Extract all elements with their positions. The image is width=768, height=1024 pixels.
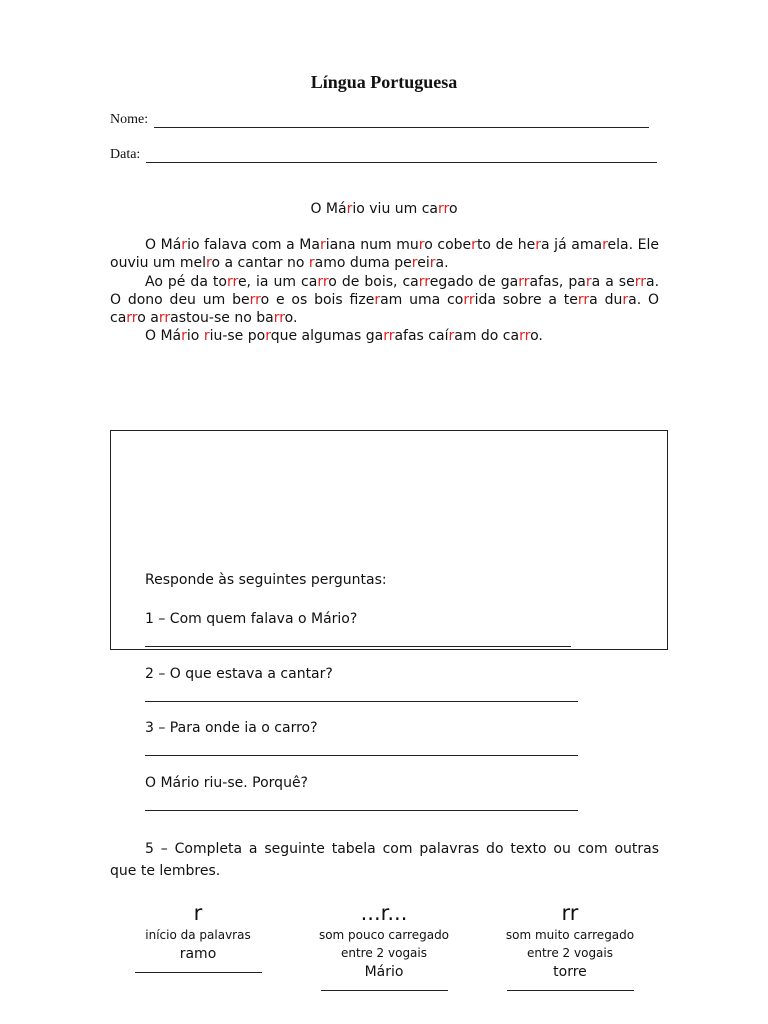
text-segment: iana num mu xyxy=(325,237,419,253)
text-segment: amo duma pe xyxy=(314,255,412,272)
highlighted-r-letter: rr xyxy=(249,291,261,308)
highlighted-r-letter: rr xyxy=(273,310,285,327)
highlighted-r-letter: r xyxy=(308,255,315,272)
text-segment: afas, pa xyxy=(529,273,586,290)
column-heading: r xyxy=(193,901,203,925)
text-segment: ela. Ele ouviu um mel xyxy=(110,237,660,272)
text-segment: o a cantar no xyxy=(211,255,309,272)
question-5: 5 – Completa a seguinte tabela com palavras do texto ou com outras que te lembres. xyxy=(110,841,659,879)
answer-line-3[interactable] xyxy=(145,755,578,756)
story-paragraph xyxy=(110,236,659,273)
questions-intro: Responde às seguintes perguntas: xyxy=(145,572,387,588)
answer-line-2[interactable] xyxy=(145,701,578,702)
column-example: Mário xyxy=(364,964,404,980)
highlighted-r-letter: rr xyxy=(226,273,238,290)
highlighted-r-letter: r xyxy=(602,237,608,253)
text-segment: iu-se po xyxy=(209,328,266,345)
highlighted-r-letter: r xyxy=(319,237,326,253)
text-segment: o e os bois fize xyxy=(260,291,375,308)
table-column-double-r xyxy=(470,900,670,991)
highlighted-r-letter: rr xyxy=(463,291,475,308)
text-segment: o. xyxy=(284,310,298,327)
text-segment: que algumas ga xyxy=(270,328,384,345)
highlighted-r-letter: rr xyxy=(383,328,395,345)
page-title: Língua Portuguesa xyxy=(310,72,458,92)
text-segment: am uma co xyxy=(380,291,464,308)
highlighted-r-letter: r xyxy=(346,201,353,217)
name-input-line[interactable] xyxy=(154,113,649,128)
text-segment: o de bois, ca xyxy=(328,273,419,290)
highlighted-r-letter: r xyxy=(374,291,381,308)
question-2: 2 – O que estava a cantar? xyxy=(145,666,333,682)
highlighted-r-letter: r xyxy=(622,291,629,308)
story-title xyxy=(0,201,768,217)
column-answer-line[interactable] xyxy=(507,990,634,991)
column-description-2: entre 2 vogais xyxy=(526,946,613,960)
text-segment: o xyxy=(448,201,458,217)
highlighted-r-letter: r xyxy=(206,255,212,272)
name-field[interactable] xyxy=(110,112,649,128)
highlighted-r-letter: rr xyxy=(438,201,449,217)
highlighted-r-letter: rr xyxy=(519,328,531,345)
text-segment: egado de ga xyxy=(429,273,519,290)
text-segment: o cobe xyxy=(424,237,472,253)
text-segment: io xyxy=(186,328,204,345)
text-segment: a a se xyxy=(591,273,635,290)
highlighted-r-letter: r xyxy=(535,237,541,253)
column-heading: rr xyxy=(561,901,579,925)
text-segment: astou-se no ba xyxy=(170,310,274,327)
story-text xyxy=(110,236,659,346)
column-answer-line[interactable] xyxy=(321,990,448,991)
highlighted-r-letter: r xyxy=(181,328,187,345)
date-field[interactable] xyxy=(110,147,657,163)
table-column-middle-r xyxy=(284,900,484,991)
highlighted-r-letter: r xyxy=(585,273,592,290)
highlighted-r-letter: rr xyxy=(418,273,430,290)
column-description-2: entre 2 vogais xyxy=(340,946,427,960)
column-heading: ...r... xyxy=(360,901,408,925)
highlighted-r-letter: rr xyxy=(634,273,646,290)
text-segment: O Má xyxy=(145,237,182,253)
highlighted-r-letter: r xyxy=(203,328,210,345)
question-4: O Mário riu-se. Porquê? xyxy=(145,775,308,791)
text-segment: a du xyxy=(589,291,623,308)
column-example: torre xyxy=(553,964,587,980)
text-segment: o. xyxy=(530,328,543,345)
text-segment: afas caí xyxy=(394,328,449,345)
text-segment: O Má xyxy=(145,328,182,345)
story-paragraph xyxy=(110,327,659,345)
text-segment: a já ama xyxy=(540,237,603,253)
date-input-line[interactable] xyxy=(146,148,657,163)
text-segment: ei xyxy=(417,255,430,272)
text-segment: O Má xyxy=(310,201,347,217)
column-example: ramo xyxy=(179,946,217,962)
highlighted-r-letter: rr xyxy=(126,310,138,327)
text-segment: io falava com a Ma xyxy=(187,237,320,253)
column-description: som pouco carregado xyxy=(318,928,450,942)
answer-line-1[interactable] xyxy=(145,646,571,647)
highlighted-r-letter: r xyxy=(411,255,418,272)
name-label: Nome: xyxy=(110,112,149,127)
highlighted-r-letter: r xyxy=(448,328,455,345)
column-description: som muito carregado xyxy=(505,928,635,942)
text-segment: io viu um ca xyxy=(352,201,438,217)
highlighted-r-letter: r xyxy=(429,255,436,272)
question-3: 3 – Para onde ia o carro? xyxy=(145,720,318,736)
text-segment: a. xyxy=(435,255,449,272)
text-segment: e, ia um ca xyxy=(237,273,318,290)
highlighted-r-letter: r xyxy=(471,237,477,253)
highlighted-r-letter: r xyxy=(418,237,425,253)
text-segment: o a xyxy=(137,310,159,327)
question-1: 1 – Com quem falava o Mário? xyxy=(145,611,358,627)
text-segment: Ao pé da to xyxy=(145,273,227,290)
highlighted-r-letter: rr xyxy=(518,273,530,290)
highlighted-r-letter: rr xyxy=(577,291,590,308)
table-column-initial-r xyxy=(98,900,298,973)
highlighted-r-letter: rr xyxy=(317,273,329,290)
answer-line-4[interactable] xyxy=(145,810,578,811)
column-description: início da palavras xyxy=(145,928,251,942)
highlighted-r-letter: r xyxy=(265,328,271,345)
text-segment: am do ca xyxy=(454,328,520,345)
date-label: Data: xyxy=(110,147,141,162)
highlighted-r-letter: rr xyxy=(158,310,171,327)
story-paragraph xyxy=(110,273,659,328)
highlighted-r-letter: r xyxy=(181,237,188,253)
text-segment: a. O ca xyxy=(110,291,659,327)
column-answer-line[interactable] xyxy=(135,972,262,973)
text-segment: ida sobre a te xyxy=(474,291,578,308)
text-segment: a. O dono deu um be xyxy=(110,273,660,308)
text-segment: to de he xyxy=(476,237,536,253)
